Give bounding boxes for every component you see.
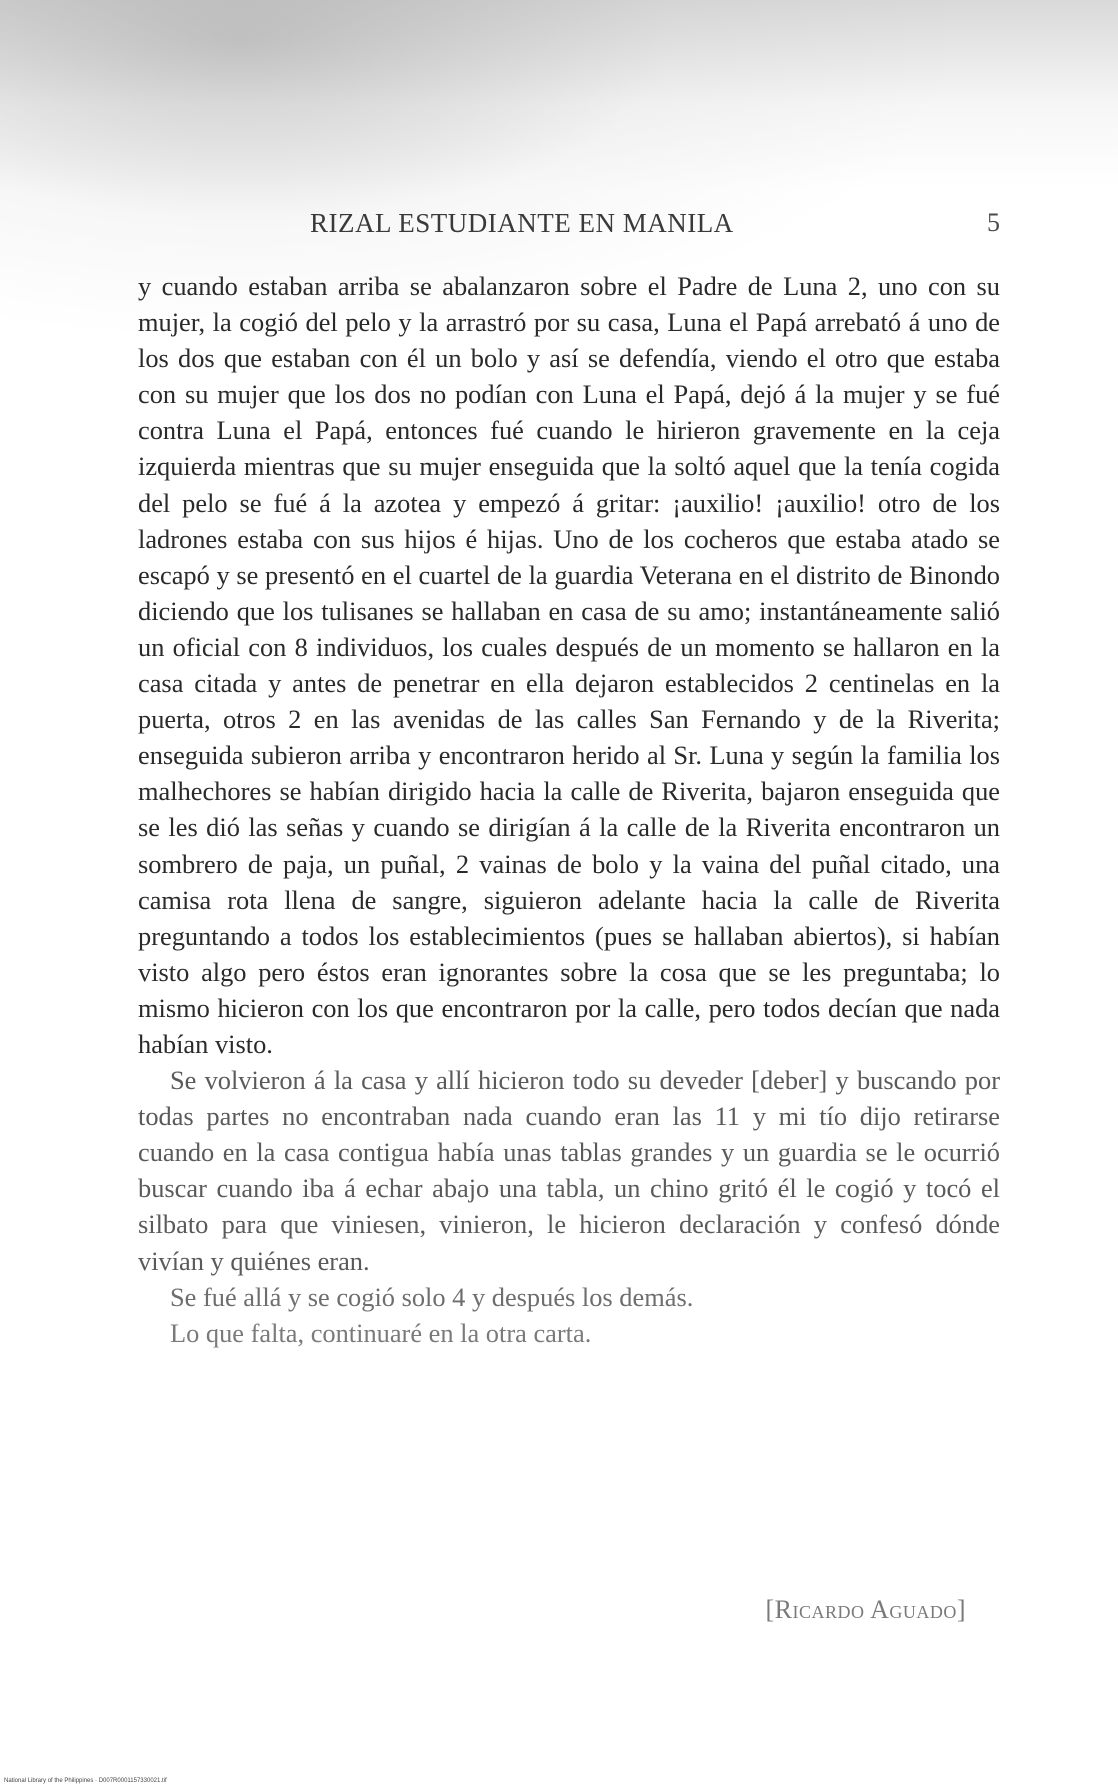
scan-shadow	[0, 0, 1118, 190]
page-number: 5	[987, 208, 1000, 237]
signature: [Ricardo Aguado]	[765, 1595, 966, 1624]
page-header	[138, 208, 1000, 248]
paragraph-3: Se fué allá y se cogió solo 4 y después los demás.	[170, 1281, 694, 1312]
scan-credit: National Library of the Philippines · D007R0001157330021.tif	[4, 1778, 167, 1784]
paragraph-1: y cuando estaban arriba se abalanzaron sobre el Padre de Luna 2, uno con su mujer, la cogió del pelo y la arrastró por su casa, Luna el Papá arrebató á uno de los dos que estaban con él un bolo y así se defendía, viendo el otro que estaba con su mujer que los dos no podían con Luna el Papá, dejó á la mujer y se fué contra Luna el Papá, entonces fué cuando le hirieron gravemente en la ceja izquierda mientras que su mujer enseguida que la soltó aquel que la tenía cogida del pelo se fué á la azotea y empezó á gritar: ¡auxilio! ¡auxilio! otro de los ladrones estaba con sus hijos é hijas. Uno de los cocheros que estaba atado se escapó y se presentó en el cuartel de la guardia Veterana en el distrito de Binondo diciendo que los tulisanes se hallaban en casa de su amo; instantáneamente salió un oficial con 8 individuos, los cuales después de un momento se hallaron en la casa citada y antes de penetrar en ella dejaron establecidos 2 centinelas en la puerta, otros 2 en las avenidas de las calles San Fernando y de la Riverita; enseguida subieron arriba y encontraron herido al Sr. Luna y según la familia los malhechores se habían dirigido hacia la calle de Riverita, bajaron enseguida que se les dió las señas y cuando se dirigían á la calle de la Riverita encontraron un sombrero de paja, un puñal, 2 vainas de bolo y la vaina del puñal citado, una camisa rota llena de sangre, siguieron adelante hacia la calle de Riverita preguntando a todos los establecimientos (pues se hallaban abiertos), si habían visto algo pero éstos eran ignorantes sobre la cosa que se les preguntaba; lo mismo hicieron con los que encontraron por la calle, pero todos decían que nada habían visto.	[138, 271, 1000, 1059]
body-text	[138, 268, 1000, 1351]
paragraph-2: Se volvieron á la casa y allí hicieron todo su deveder [deber] y buscando por todas partes no encontraban nada cuando eran las 11 y mi tío dijo retirarse cuando en la casa contigua había unas tablas grandes y un guardia se le ocurrió buscar cuando iba á echar abajo una tabla, un chino gritó él le cogió y tocó el silbato para que viniesen, vinieron, le hicieron declaración y confesó dónde vivían y quiénes eran.	[138, 1065, 1000, 1276]
paragraph-4: Lo que falta, continuaré en la otra carta.	[170, 1317, 592, 1348]
running-title: RIZAL ESTUDIANTE EN MANILA	[310, 208, 734, 238]
